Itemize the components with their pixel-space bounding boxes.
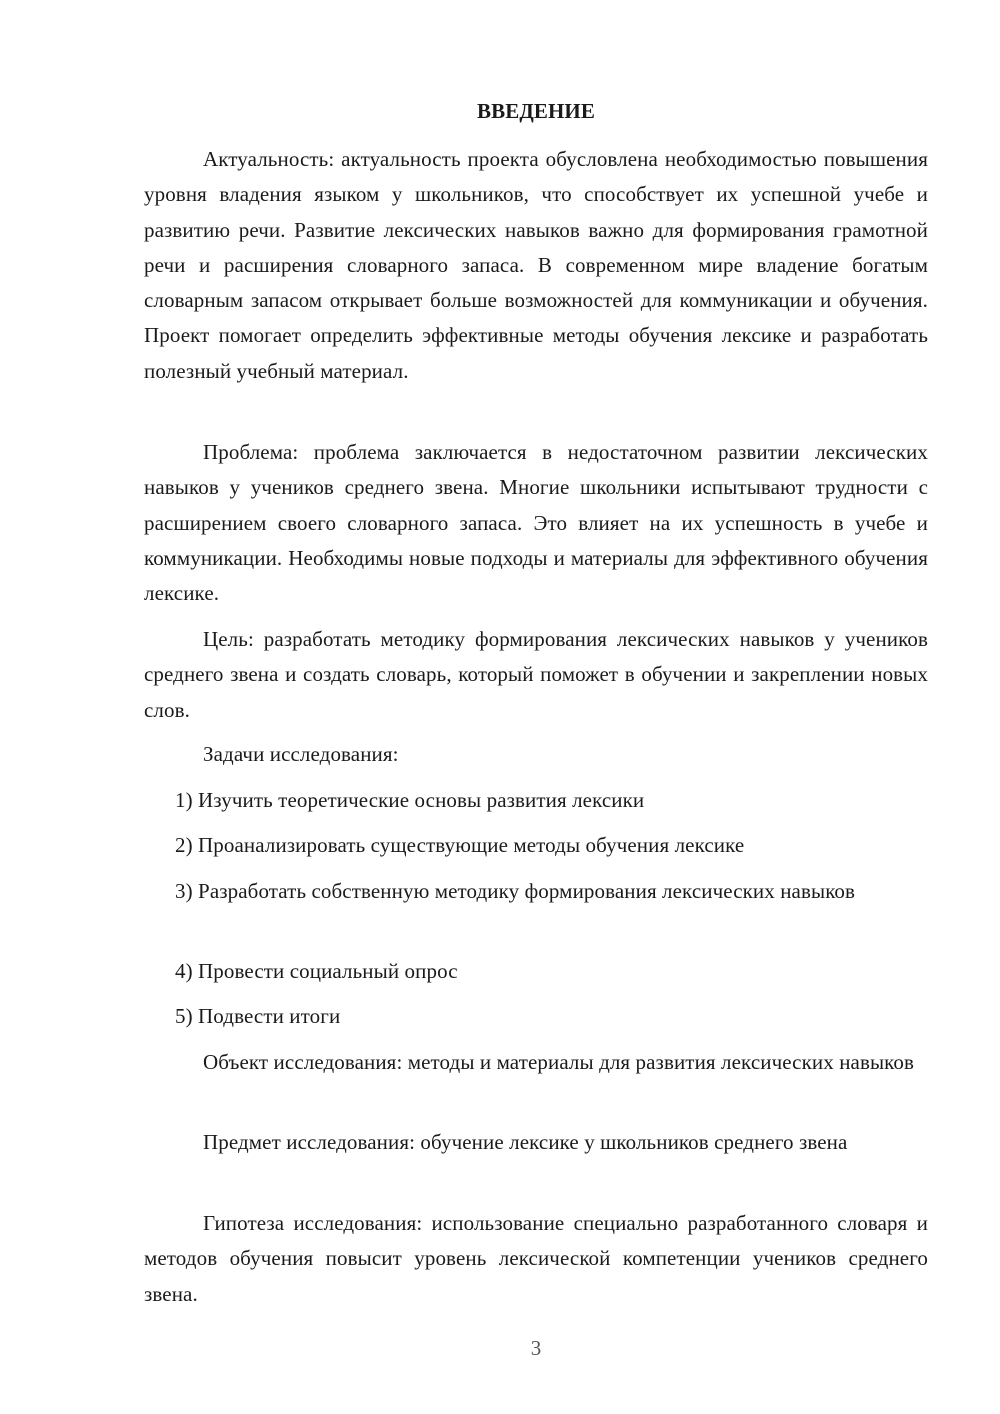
paragraph-relevance: Актуальность: актуальность проекта обусловлена необходимостью повышения уровня владения языком у школьников, что способствует их успешной учебе и развитию речи. Развитие лексических навыков важно для формирования грамотной речи и расширения словарного запаса. В современном мире владение богатым словарным запасом открывает больше возможностей для коммуникации и обучения. Проект помогает определить эффективные методы обучения лексике и разработать полезный учебный материал. — [144, 147, 928, 383]
paragraph-goal: Цель: разработать методику формирования лексических навыков у учеников среднего звена и создать словарь, который поможет в обучении и закреплении новых слов. — [144, 627, 928, 722]
task-item-3: 3) Разработать собственную методику формирования лексических навыков — [175, 879, 856, 903]
paragraph-object: Объект исследования: методы и материалы для развития лексических навыков — [203, 1050, 915, 1074]
section-title: ВВЕДЕНИЕ — [477, 99, 595, 123]
task-item-2: 2) Проанализировать существующие методы обучения лексике — [175, 833, 745, 857]
task-item-5: 5) Подвести итоги — [175, 1004, 341, 1028]
paragraph-hypothesis: Гипотеза исследования: использование специально разработанного словаря и методов обучения повысит уровень лексической компетенции учеников среднего звена. — [144, 1211, 928, 1306]
tasks-heading: Задачи исследования: — [203, 742, 399, 766]
task-item-4: 4) Провести социальный опрос — [175, 959, 458, 983]
paragraph-problem: Проблема: проблема заключается в недостаточном развитии лексических навыков у учеников среднего звена. Многие школьники испытывают трудности с расширением своего словарного запаса. Это влияет на их успешность в учебе и коммуникации. Необходимы новые подходы и материалы для эффективного обучения лексике. — [144, 440, 928, 606]
task-item-1: 1) Изучить теоретические основы развития лексики — [175, 788, 645, 812]
page-number: 3 — [530, 1336, 542, 1360]
paragraph-subject: Предмет исследования: обучение лексике у школьников среднего звена — [203, 1130, 848, 1154]
